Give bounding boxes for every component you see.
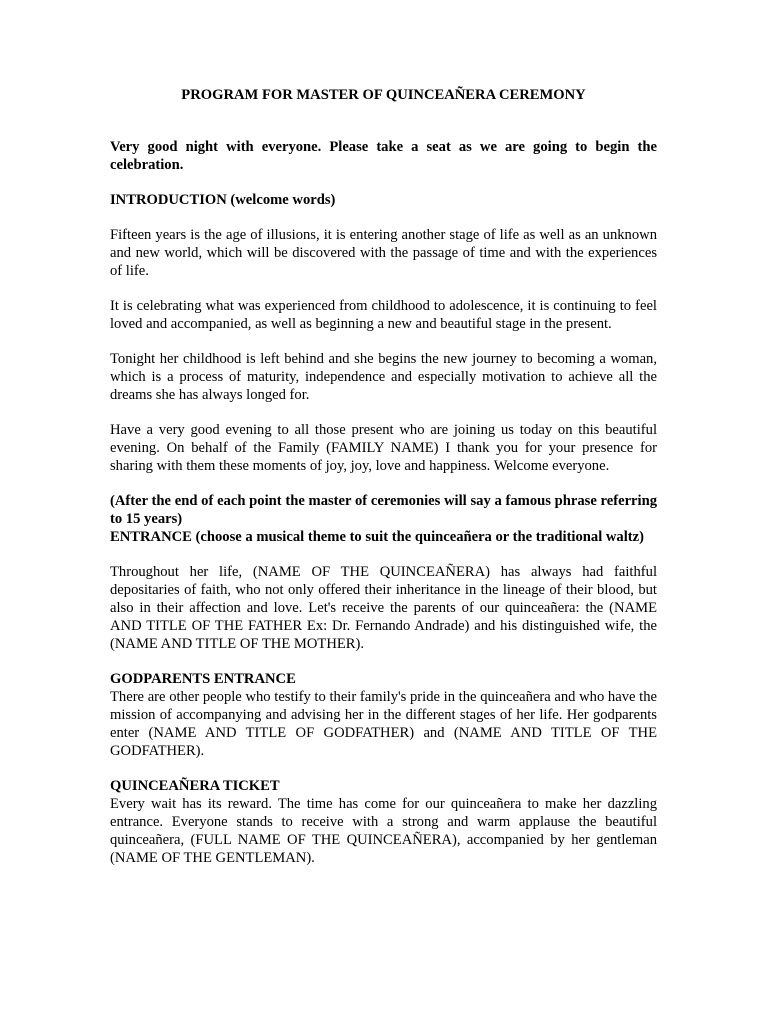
document-title: PROGRAM FOR MASTER OF QUINCEAÑERA CEREMONY — [181, 87, 586, 103]
entrance-heading: ENTRANCE (choose a musical theme to suit the quinceañera or the traditional waltz) — [110, 529, 644, 545]
intro-paragraph-3: Tonight her childhood is left behind and she begins the new journey to becoming a woman, which is a process of maturity, independence and especially motivation to achieve all the dreams she has always longed for. — [110, 351, 657, 403]
intro-paragraph-2: It is celebrating what was experienced from childhood to adolescence, it is continuing to feel loved and accompanied, as well as beginning a new and beautiful stage in the present. — [110, 298, 657, 332]
godparents-section — [110, 670, 657, 760]
opening-greeting: Very good night with everyone. Please take a seat as we are going to begin the celebration. — [110, 139, 657, 173]
intro-paragraph-1: Fifteen years is the age of illusions, it is entering another stage of life as well as an unknown and new world, which will be discovered with the passage of time and with the experiences of life. — [110, 227, 657, 279]
godparents-heading: GODPARENTS ENTRANCE — [110, 671, 296, 687]
ticket-heading: QUINCEAÑERA TICKET — [110, 778, 280, 794]
godparents-paragraph: There are other people who testify to their family's pride in the quinceañera and who have the mission of accompanying and advising her in the different stages of her life. Her godparents enter (NAME AND TITLE OF GODFATHER) and (NAME AND TITLE OF THE GODFATHER). — [110, 689, 657, 759]
entrance-paragraph: Throughout her life, (NAME OF THE QUINCEAÑERA) has always had faithful depositaries of faith, who not only offered their inheritance in the lineage of their blood, but also in their affection and love. Let's receive the parents of our quinceañera: the (NAME AND TITLE OF THE FATHER Ex: Dr. Fernando Andrade) and his distinguished wife, the (NAME AND TITLE OF THE MOTHER). — [110, 564, 657, 652]
ticket-section — [110, 777, 657, 867]
ceremony-note: (After the end of each point the master of ceremonies will say a famous phrase referring to 15 years) — [110, 493, 657, 527]
ticket-paragraph: Every wait has its reward. The time has come for our quinceañera to make her dazzling entrance. Everyone stands to receive with a strong and warm applause the beautiful quinceañera, (FULL NAME OF THE QUINCEAÑERA), accompanied by her gentleman (NAME OF THE GENTLEMAN). — [110, 796, 657, 866]
introduction-heading: INTRODUCTION (welcome words) — [110, 192, 336, 208]
document-body — [110, 86, 657, 884]
intro-paragraph-4: Have a very good evening to all those present who are joining us today on this beautiful evening. On behalf of the Family (FAMILY NAME) I thank you for your presence for sharing with them these moments of joy, joy, love and happiness. Welcome everyone. — [110, 422, 657, 474]
